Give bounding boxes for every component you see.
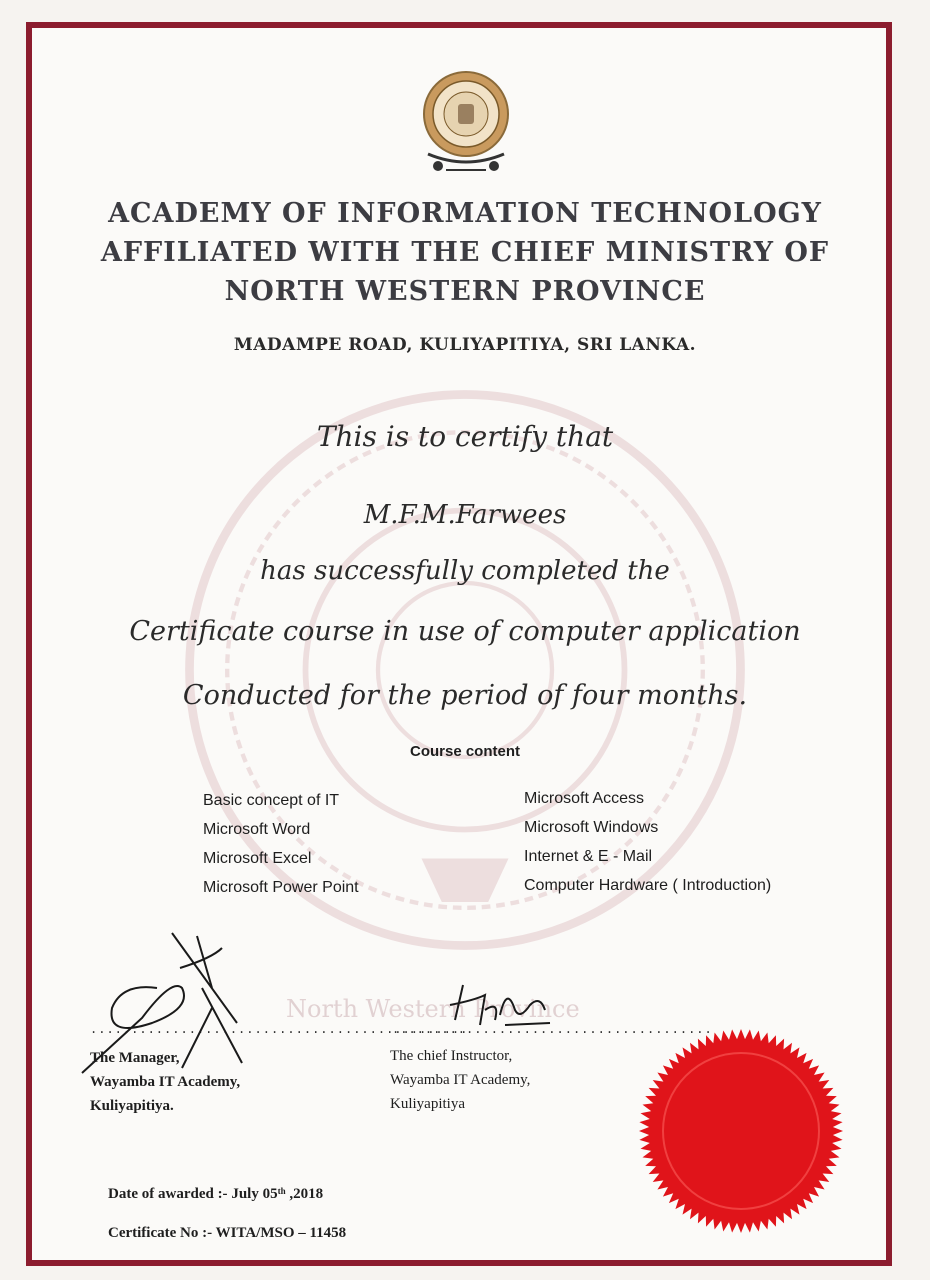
- recipient-name: M.F.M.Farwees: [363, 500, 567, 530]
- course-content-left-column: [203, 786, 359, 902]
- manager-org: Wayamba IT Academy,: [90, 1074, 241, 1090]
- course-item: Internet & E - Mail: [524, 848, 653, 865]
- manager-signature-block: [90, 1046, 240, 1118]
- institution-title-line-2: AFFILIATED WITH THE CHIEF MINISTRY OF: [100, 237, 830, 268]
- institution-title-line-3: NORTH WESTERN PROVINCE: [224, 276, 706, 307]
- certificate-number: [108, 1225, 346, 1242]
- award-date: [108, 1186, 323, 1203]
- certify-statement: This is to certify that: [316, 420, 614, 453]
- instructor-signature-block: [390, 1044, 530, 1116]
- award-date-value: July 05ᵗʰ ,2018: [231, 1186, 324, 1202]
- manager-title: The Manager,: [90, 1050, 180, 1066]
- red-seal-icon: [636, 1018, 846, 1244]
- course-item: Microsoft Excel: [203, 850, 312, 867]
- instructor-signature-icon: [445, 975, 555, 1035]
- course-item: Microsoft Access: [524, 790, 645, 807]
- manager-place: Kuliyapitiya.: [90, 1098, 174, 1114]
- watermark-text: North Western Province: [286, 995, 580, 1023]
- award-date-label: Date of awarded :-: [108, 1186, 228, 1202]
- completion-statement: has successfully completed the: [260, 556, 670, 586]
- certificate-number-label: Certificate No :-: [108, 1225, 213, 1241]
- certificate-number-value: WITA/MSO – 11458: [215, 1225, 347, 1241]
- course-item: Microsoft Power Point: [203, 879, 359, 896]
- course-item: Microsoft Word: [203, 821, 311, 838]
- course-name: Certificate course in use of computer application: [129, 616, 801, 647]
- institution-title-line-1: ACADEMY OF INFORMATION TECHNOLOGY: [108, 198, 822, 229]
- instructor-title: The chief Instructor,: [390, 1048, 513, 1064]
- course-item: Basic concept of IT: [203, 792, 340, 809]
- manager-signature-line: ..............................................: [90, 1022, 469, 1036]
- course-duration: Conducted for the period of four months.: [182, 680, 748, 711]
- course-item: Computer Hardware ( Introduction): [524, 877, 772, 894]
- province-emblem-icon: [418, 70, 514, 186]
- institution-address: MADAMPE ROAD, KULIYAPITIYA, SRI LANKA.: [233, 335, 697, 355]
- instructor-signature-line: .......................................: [392, 1022, 713, 1036]
- instructor-org: Wayamba IT Academy,: [390, 1072, 531, 1088]
- instructor-place: Kuliyapitiya: [390, 1096, 465, 1112]
- course-content-title: Course content: [409, 743, 520, 760]
- course-item: Microsoft Windows: [524, 819, 659, 836]
- course-content-right-column: [524, 784, 771, 900]
